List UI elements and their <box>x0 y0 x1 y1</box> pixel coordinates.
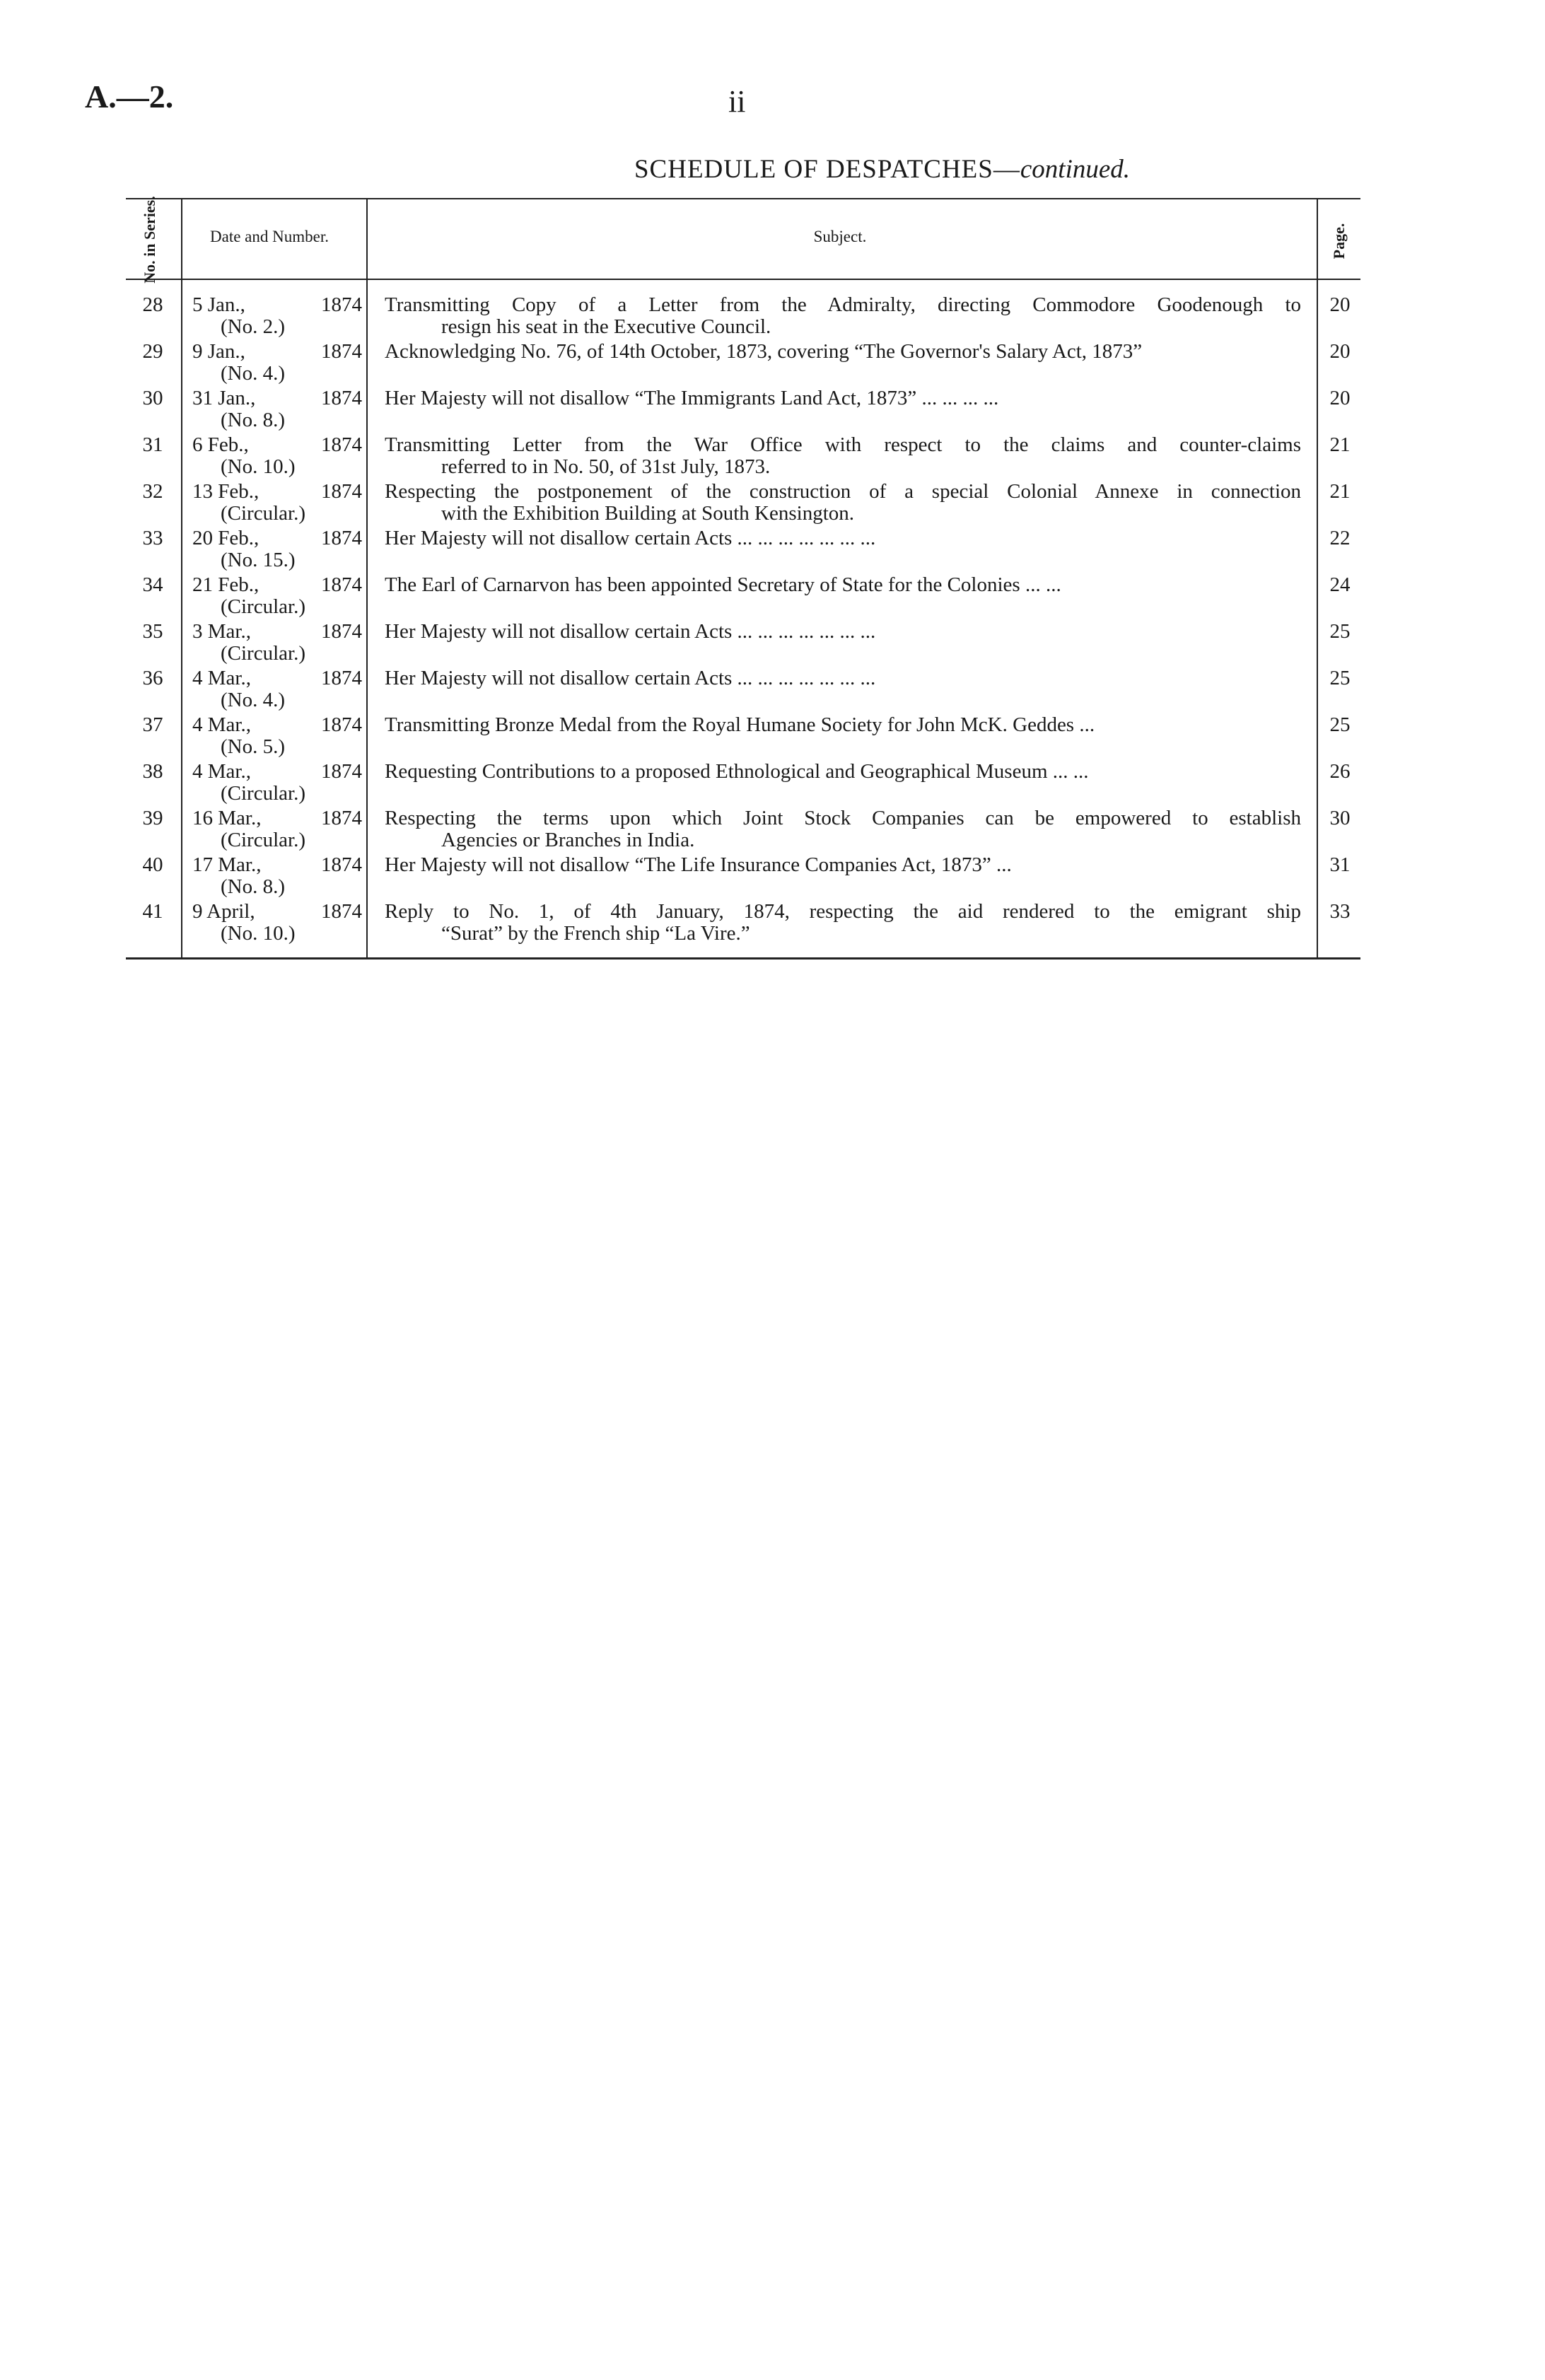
subject-line: Her Majesty will not disallow certain Acts ... ... ... ... ... ... ... <box>385 667 876 689</box>
series-number: 29 <box>142 340 163 363</box>
series-number: 41 <box>142 900 163 923</box>
despatch-number: (No. 4.) <box>221 689 286 711</box>
table-row <box>126 854 1360 901</box>
despatch-subject <box>385 294 1301 338</box>
date-day-month: 6 Feb., <box>192 433 249 456</box>
series-number: 31 <box>142 433 163 456</box>
column-header-date-and-number: Date and Number. <box>210 228 329 245</box>
date-day-month: 4 Mar., <box>192 667 251 689</box>
despatch-date <box>192 667 362 711</box>
table-header <box>126 196 1360 284</box>
series-number: 34 <box>142 573 163 596</box>
table-body <box>126 280 1360 957</box>
page-number: 24 <box>1329 573 1351 596</box>
subject-line: Her Majesty will not disallow “The Life Insurance Companies Act, 1873” ... <box>385 854 1012 876</box>
series-number: 38 <box>142 760 163 783</box>
page-folio: ii <box>728 84 746 119</box>
series-number: 36 <box>142 667 163 689</box>
page-number: 21 <box>1329 480 1351 503</box>
date-year: 1874 <box>321 480 362 503</box>
table-row <box>126 434 1360 481</box>
subject-line: Transmitting Letter from the War Office with respect to the claims and counter-claims <box>385 434 1301 456</box>
subject-line: Transmitting Copy of a Letter from the Admiralty, directing Commodore Goodenough to <box>385 294 1301 316</box>
page-number: 33 <box>1329 900 1351 923</box>
schedule-title-main: SCHEDULE OF DESPATCHES— <box>634 155 1020 184</box>
despatch-subject <box>385 807 1301 851</box>
date-year: 1874 <box>321 853 362 876</box>
despatch-subject <box>385 341 1301 363</box>
table-row <box>126 341 1360 387</box>
despatch-number: (No. 2.) <box>221 315 286 338</box>
despatch-date <box>192 807 362 851</box>
subject-line: Requesting Contributions to a proposed Ethnological and Geographical Museum ... ... <box>385 761 1089 783</box>
despatch-subject <box>385 714 1301 736</box>
page-number: 25 <box>1329 667 1351 689</box>
despatch-date <box>192 341 362 385</box>
series-number: 30 <box>142 387 163 409</box>
table-row <box>126 294 1360 341</box>
series-number: 37 <box>142 713 163 736</box>
page-number: 20 <box>1329 293 1351 316</box>
page-number: 22 <box>1329 527 1351 549</box>
despatch-subject <box>385 854 1301 876</box>
date-day-month: 21 Feb., <box>192 573 260 596</box>
table-row <box>126 761 1360 807</box>
date-year: 1874 <box>321 807 362 829</box>
table-row <box>126 807 1360 854</box>
date-year: 1874 <box>321 387 362 409</box>
date-year: 1874 <box>321 293 362 316</box>
despatch-number: (No. 8.) <box>221 409 286 431</box>
despatch-date <box>192 481 362 525</box>
despatch-date <box>192 901 362 945</box>
despatch-subject <box>385 481 1301 525</box>
table-row <box>126 574 1360 621</box>
page-number: 21 <box>1329 433 1351 456</box>
subject-line: The Earl of Carnarvon has been appointed Secretary of State for the Colonies ... ... <box>385 574 1061 596</box>
despatch-date <box>192 387 362 431</box>
despatch-subject <box>385 761 1301 783</box>
despatch-subject <box>385 621 1301 643</box>
despatch-number: (No. 5.) <box>221 735 286 758</box>
date-day-month: 20 Feb., <box>192 527 260 549</box>
date-year: 1874 <box>321 340 362 363</box>
series-number: 40 <box>142 853 163 876</box>
despatch-number: (No. 8.) <box>221 875 286 898</box>
date-day-month: 9 April, <box>192 900 255 923</box>
date-year: 1874 <box>321 573 362 596</box>
series-number: 33 <box>142 527 163 549</box>
despatch-number: (No. 10.) <box>221 455 296 478</box>
date-day-month: 16 Mar., <box>192 807 262 829</box>
date-day-month: 31 Jan., <box>192 387 256 409</box>
date-day-month: 4 Mar., <box>192 713 251 736</box>
subject-line: Her Majesty will not disallow certain Acts ... ... ... ... ... ... ... <box>385 527 876 549</box>
date-day-month: 4 Mar., <box>192 760 251 783</box>
subject-line: Transmitting Bronze Medal from the Royal Humane Society for John McK. Geddes ... <box>385 714 1095 736</box>
despatch-number: (Circular.) <box>221 502 305 525</box>
table-row <box>126 387 1360 434</box>
table-bottom-rule <box>126 957 1360 959</box>
despatch-number: (Circular.) <box>221 829 305 851</box>
table-row <box>126 901 1360 947</box>
subject-continuation: “Surat” by the French ship “La Vire.” <box>441 922 750 945</box>
despatch-date <box>192 714 362 758</box>
subject-line: Her Majesty will not disallow certain Acts ... ... ... ... ... ... ... <box>385 621 876 643</box>
despatch-date <box>192 574 362 618</box>
despatch-subject <box>385 434 1301 478</box>
page-number: 20 <box>1329 387 1351 409</box>
table-row <box>126 621 1360 667</box>
despatch-subject <box>385 901 1301 945</box>
despatch-schedule-table <box>126 198 1360 959</box>
page-number: 20 <box>1329 340 1351 363</box>
date-year: 1874 <box>321 900 362 923</box>
date-year: 1874 <box>321 713 362 736</box>
despatch-number: (No. 10.) <box>221 922 296 945</box>
despatch-date <box>192 294 362 338</box>
date-year: 1874 <box>321 433 362 456</box>
despatch-subject <box>385 387 1301 409</box>
despatch-date <box>192 621 362 665</box>
despatch-date <box>192 527 362 571</box>
series-number: 35 <box>142 620 163 643</box>
date-year: 1874 <box>321 667 362 689</box>
despatch-subject <box>385 574 1301 596</box>
despatch-number: (Circular.) <box>221 642 305 665</box>
table-row <box>126 481 1360 527</box>
date-year: 1874 <box>321 760 362 783</box>
subject-continuation: referred to in No. 50, of 31st July, 1873. <box>441 455 771 478</box>
schedule-title <box>0 154 1545 185</box>
column-header-page: Page. <box>1330 223 1348 259</box>
table-row <box>126 667 1360 714</box>
table-row <box>126 714 1360 761</box>
despatch-number: (No. 15.) <box>221 549 296 571</box>
table-row <box>126 527 1360 574</box>
despatch-number: (No. 4.) <box>221 362 286 385</box>
date-year: 1874 <box>321 620 362 643</box>
despatch-date <box>192 854 362 898</box>
subject-line: Reply to No. 1, of 4th January, 1874, respecting the aid rendered to the emigrant ship <box>385 901 1301 923</box>
date-day-month: 9 Jan., <box>192 340 245 363</box>
series-number: 32 <box>142 480 163 503</box>
despatch-subject <box>385 527 1301 549</box>
subject-continuation: resign his seat in the Executive Council. <box>441 315 771 338</box>
date-year: 1874 <box>321 527 362 549</box>
page-number: 30 <box>1329 807 1351 829</box>
document-reference: A.—2. <box>85 78 174 115</box>
subject-line: Acknowledging No. 76, of 14th October, 1873, covering “The Governor's Salary Act, 1873” <box>385 341 1143 363</box>
date-day-month: 5 Jan., <box>192 293 245 316</box>
despatch-date <box>192 434 362 478</box>
date-day-month: 17 Mar., <box>192 853 262 876</box>
page-number: 25 <box>1329 620 1351 643</box>
series-number: 39 <box>142 807 163 829</box>
despatch-subject <box>385 667 1301 689</box>
page-number: 26 <box>1329 760 1351 783</box>
page-number: 25 <box>1329 713 1351 736</box>
subject-line: Respecting the postponement of the construction of a special Colonial Annexe in connection <box>385 481 1301 503</box>
subject-continuation: with the Exhibition Building at South Kensington. <box>441 502 855 525</box>
despatch-number: (Circular.) <box>221 595 305 618</box>
series-number: 28 <box>142 293 163 316</box>
despatch-number: (Circular.) <box>221 782 305 805</box>
despatch-date <box>192 761 362 805</box>
subject-line: Her Majesty will not disallow “The Immigrants Land Act, 1873” ... ... ... ... <box>385 387 999 409</box>
column-header-subject: Subject. <box>813 228 867 245</box>
column-header-no-in-series: No. in Series. <box>140 196 158 284</box>
date-day-month: 13 Feb., <box>192 480 260 503</box>
schedule-title-suffix: continued. <box>1020 155 1131 184</box>
subject-continuation: Agencies or Branches in India. <box>441 829 695 851</box>
page-number: 31 <box>1329 853 1351 876</box>
subject-line: Respecting the terms upon which Joint Stock Companies can be empowered to establish <box>385 807 1301 829</box>
date-day-month: 3 Mar., <box>192 620 251 643</box>
